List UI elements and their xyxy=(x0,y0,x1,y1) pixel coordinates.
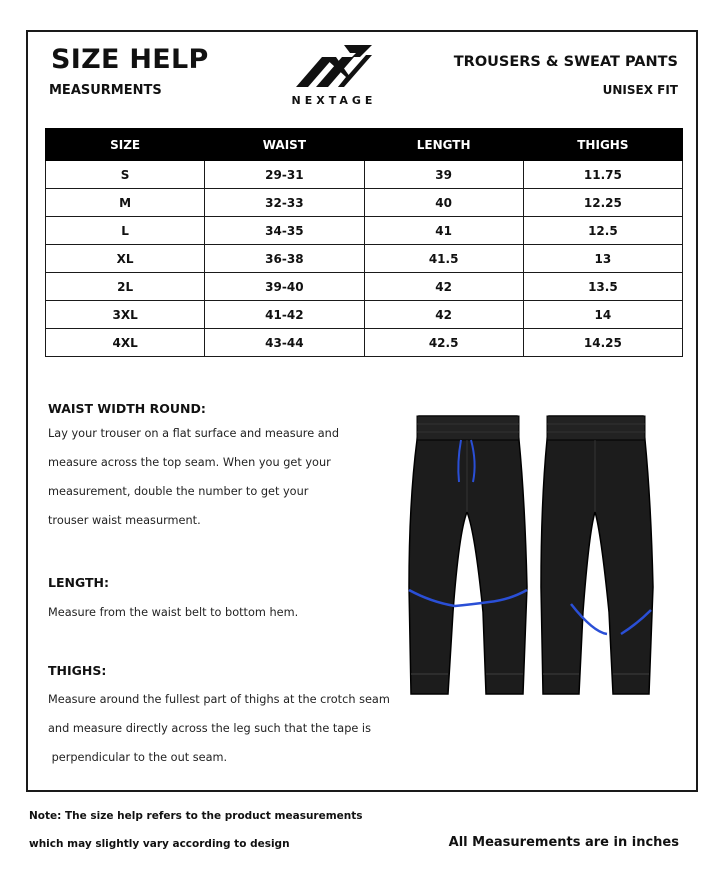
brand-name: NEXTAGE xyxy=(291,94,377,107)
waist-cell: 41-42 xyxy=(205,301,364,329)
thighs-cell: 13 xyxy=(523,245,682,273)
page-title: SIZE HELP xyxy=(51,44,209,75)
size-help-card xyxy=(26,30,698,792)
trousers-back-view xyxy=(541,416,653,694)
col-size-header: SIZE xyxy=(46,129,205,161)
thighs-cell: 12.5 xyxy=(523,217,682,245)
thighs-cell: 14 xyxy=(523,301,682,329)
table-header-row xyxy=(46,129,683,161)
table-row xyxy=(46,189,683,217)
size-cell: 2L xyxy=(46,273,205,301)
length-cell: 41 xyxy=(364,217,523,245)
waist-text-line: measure across the top seam. When you get your xyxy=(48,456,331,469)
waist-cell: 43-44 xyxy=(205,329,364,357)
trousers-illustration xyxy=(403,412,663,704)
length-cell: 40 xyxy=(364,189,523,217)
length-cell: 42 xyxy=(364,273,523,301)
thighs-text-line: Measure around the fullest part of thighs at the crotch seam xyxy=(48,693,390,706)
waist-heading: WAIST WIDTH ROUND: xyxy=(48,401,206,416)
waist-text-line: Lay your trouser on a flat surface and measure and xyxy=(48,427,339,440)
size-cell: L xyxy=(46,217,205,245)
product-type: TROUSERS & SWEAT PANTS xyxy=(453,54,678,70)
footer-note-line: which may slightly vary according to design xyxy=(29,838,290,850)
fit-type: UNISEX FIT xyxy=(602,83,678,97)
size-cell: 3XL xyxy=(46,301,205,329)
col-thighs-header: THIGHS xyxy=(523,129,682,161)
table-row xyxy=(46,217,683,245)
units-note: All Measurements are in inches xyxy=(448,835,679,850)
waist-text-line: measurement, double the number to get your xyxy=(48,485,309,498)
table-row xyxy=(46,329,683,357)
size-cell: 4XL xyxy=(46,329,205,357)
waist-cell: 36-38 xyxy=(205,245,364,273)
waist-cell: 29-31 xyxy=(205,161,364,189)
thighs-cell: 11.75 xyxy=(523,161,682,189)
nextage-logo-icon xyxy=(294,43,374,89)
thighs-heading: THIGHS: xyxy=(48,663,107,678)
waist-text-line: trouser waist measurment. xyxy=(48,514,201,527)
size-cell: M xyxy=(46,189,205,217)
size-chart-table xyxy=(45,128,683,357)
length-cell: 41.5 xyxy=(364,245,523,273)
col-waist-header: WAIST xyxy=(205,129,364,161)
page-subtitle: MEASURMENTS xyxy=(49,83,162,98)
footer-note-line: Note: The size help refers to the product measurements xyxy=(29,810,363,822)
length-cell: 39 xyxy=(364,161,523,189)
table-row xyxy=(46,245,683,273)
thighs-text-line: and measure directly across the leg such that the tape is xyxy=(48,722,371,735)
thighs-cell: 13.5 xyxy=(523,273,682,301)
waist-cell: 32-33 xyxy=(205,189,364,217)
length-cell: 42 xyxy=(364,301,523,329)
table-row xyxy=(46,161,683,189)
trousers-front-view xyxy=(409,416,527,694)
length-cell: 42.5 xyxy=(364,329,523,357)
thighs-cell: 14.25 xyxy=(523,329,682,357)
size-cell: XL xyxy=(46,245,205,273)
length-heading: LENGTH: xyxy=(48,575,109,590)
waist-cell: 34-35 xyxy=(205,217,364,245)
thighs-cell: 12.25 xyxy=(523,189,682,217)
length-text-line: Measure from the waist belt to bottom hem. xyxy=(48,606,299,619)
col-length-header: LENGTH xyxy=(364,129,523,161)
table-row xyxy=(46,273,683,301)
table-row xyxy=(46,301,683,329)
thighs-text-line: perpendicular to the out seam. xyxy=(48,751,228,764)
size-cell: S xyxy=(46,161,205,189)
brand-logo xyxy=(286,43,382,109)
waist-cell: 39-40 xyxy=(205,273,364,301)
